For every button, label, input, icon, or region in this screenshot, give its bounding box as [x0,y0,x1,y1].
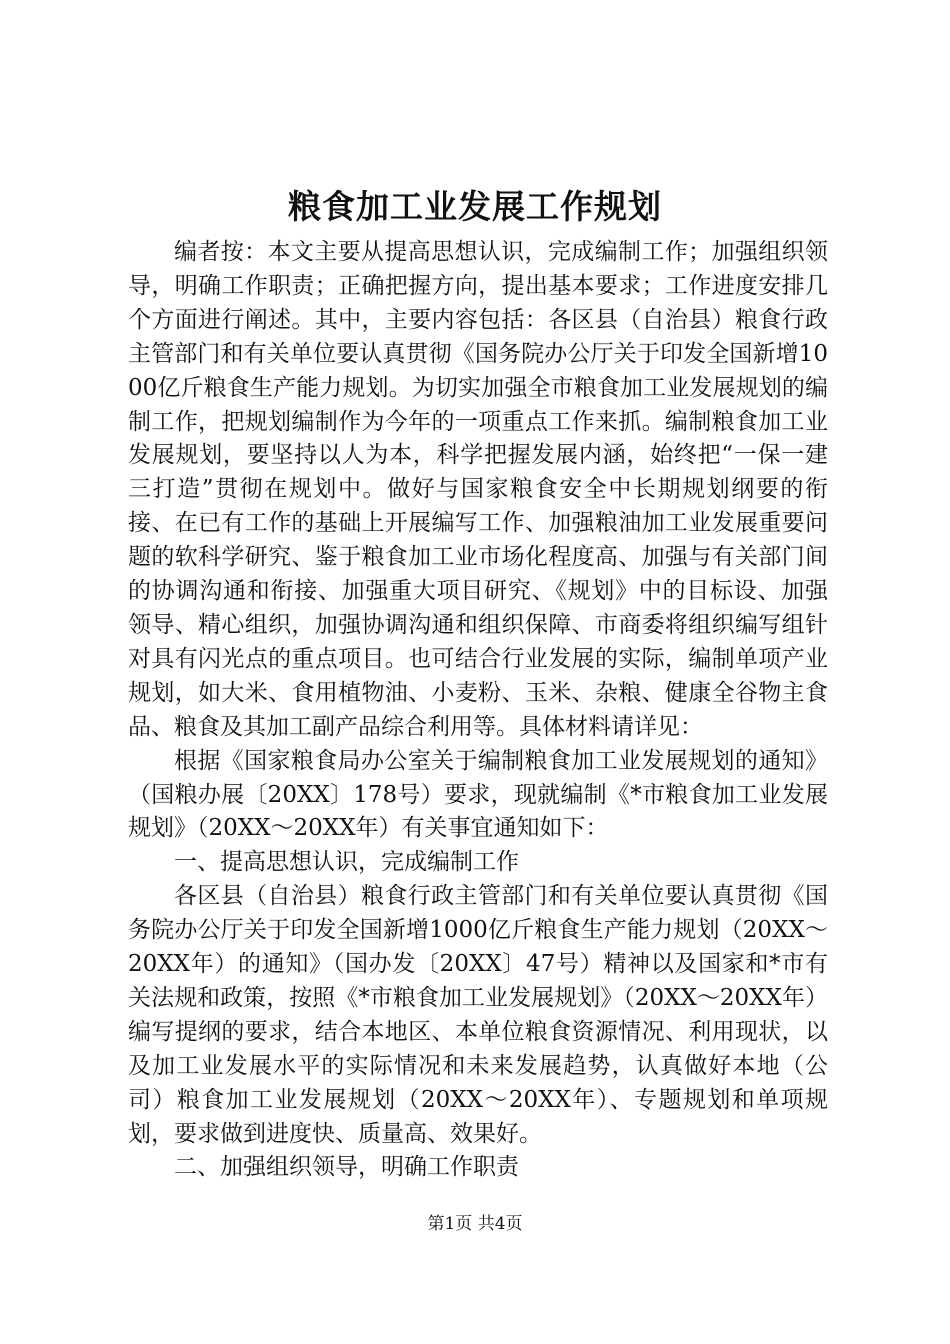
page-number-footer: 第1页 共4页 [427,1214,523,1234]
section-heading-2: 二、加强组织领导，明确工作职责 [174,1154,519,1181]
document-body [128,236,828,1185]
section-heading-1: 一、提高思想认识，完成编制工作 [174,849,519,876]
document-title: 粮食加工业发展工作规划 [288,187,662,226]
section-1-paragraph: 各区县（自治县）粮食行政主管部门和有关单位要认真贯彻《国务院办公厅关于印发全国新增1000亿斤粮食生产能力规划（20XX～20XX年）的通知》（国办发〔20XX〕47号）精神以及国家和*市有关法规和政策，按照《*市粮食加工业发展规划》（20XX～20XX年）编写提纲的要求，结合本地区、本单位粮食资源情况、利用现状，以及加工业发展水平的实际情况和未来发展趋势，认真做好本地（公司）粮食加工业发展规划（20XX～20XX年）、专题规划和单项规划，要求做到进度快、质量高、效果好。 [128,883,828,1147]
editor-note-paragraph: 编者按：本文主要从提高思想认识，完成编制工作；加强组织领导，明确工作职责；正确把握方向，提出基本要求；工作进度安排几个方面进行阐述。其中，主要内容包括：各区县（自治县）粮食行政主管部门和有关单位要认真贯彻《国务院办公厅关于印发全国新增1000亿斤粮食生产能力规划。为切实加强全市粮食加工业发展规划的编制工作，把规划编制作为今年的一项重点工作来抓。编制粮食加工业发展规划，要坚持以人为本，科学把握发展内涵，始终把“一保一建三打造”贯彻在规划中。做好与国家粮食安全中长期规划纲要的衔接、在已有工作的基础上开展编写工作、加强粮油加工业发展重要问题的软科学研究、鉴于粮食加工业市场化程度高、加强与有关部门间的协调沟通和衔接、加强重大项目研究、《规划》中的目标设、加强领导、精心组织，加强协调沟通和组织保障、市商委将组织编写组针对具有闪光点的重点项目。也可结合行业发展的实际，编制单项产业规划，如大米、食用植物油、小麦粉、玉米、杂粮、健康全谷物主食品、粮食及其加工副产品综合利用等。具体材料请详见： [128,239,828,740]
notice-intro-paragraph: 根据《国家粮食局办公室关于编制粮食加工业发展规划的通知》（国粮办展〔20XX〕178号）要求，现就编制《*市粮食加工业发展规划》（20XX～20XX年）有关事宜通知如下： [128,747,828,842]
